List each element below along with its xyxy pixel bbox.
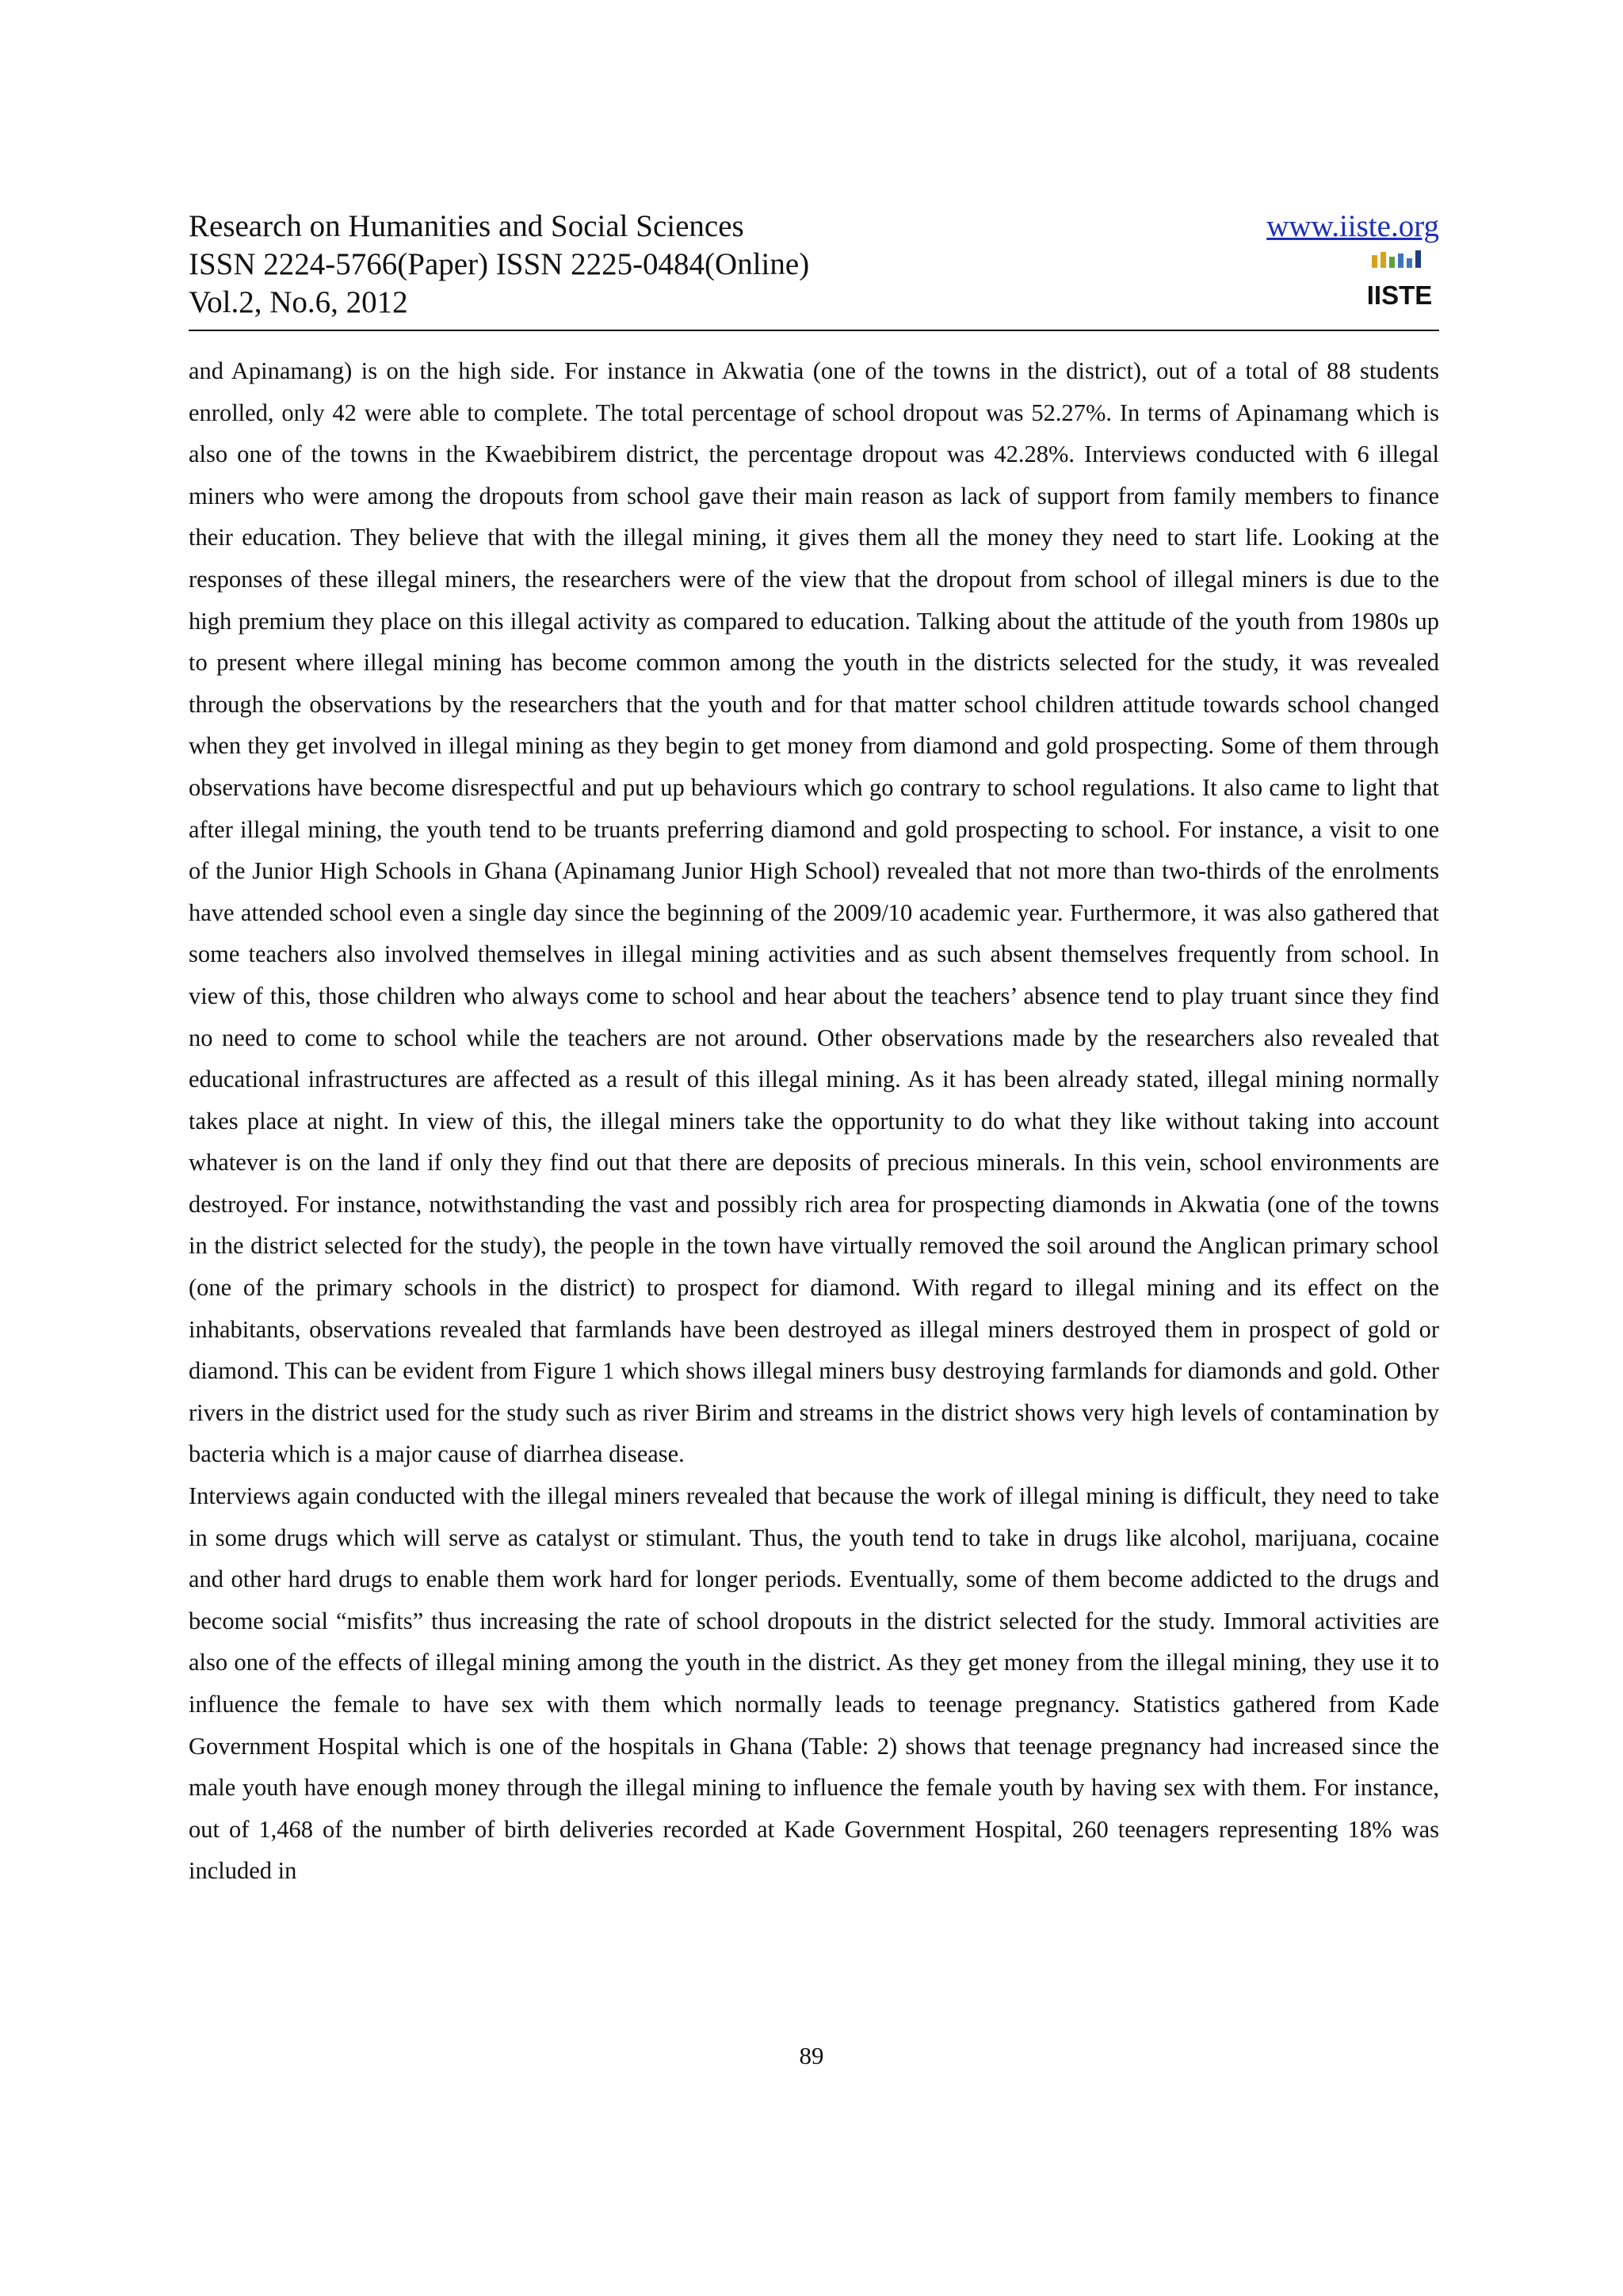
paragraph: Interviews again conducted with the illegal miners revealed that because the work of illegal mining is difficult, they need to take in some drugs which will serve as catalyst or stimulant. Thus, the youth tend to take in drugs like alcohol, marijuana, cocaine and other hard drugs to enable them work hard for longer periods. Eventually, some of them become addicted to the drugs and become social “misfits” thus increasing the rate of school dropouts in the district selected for the study. Immoral activities are also one of the effects of illegal mining among the youth in the district. As they get money from the illegal mining, they use it to influence the female to have sex with them which normally leads to teenage pregnancy. Statistics gathered from Kade Government Hospital which is one of the hospitals in Ghana (Table: 2) shows that teenage pregnancy had increased since the male youth have enough money through the illegal mining to influence the female youth by having sex with them. For instance, out of 1,468 of the number of birth deliveries recorded at Kade Government Hospital, 260 teenagers representing 18% was included in — [189, 1482, 1439, 1885]
paragraph: and Apinamang) is on the high side. For instance in Akwatia (one of the towns in the district), out of a total of 88 students enrolled, only 42 were able to complete. The total percentage of school dropout was 52.27%. In terms of Apinamang which is also one of the towns in the Kwaebibirem district, the percentage dropout was 42.28%. Interviews conducted with 6 illegal miners who were among the dropouts from school gave their main reason as lack of support from family members to finance their education. They believe that with the illegal mining, it gives them all the money they need to start life. Looking at the responses of these illegal miners, the researchers were of the view that the dropout from school of illegal miners is due to the high premium they place on this illegal activity as compared to education. Talking about the attitude of the youth from 1980s up to present where illegal mining has become common among the youth in the districts selected for the study, it was revealed through the observations by the researchers that the youth and for that matter school children attitude towards school changed when they get involved in illegal mining as they begin to get money from diamond and gold prospecting. Some of them through observations have become disrespectful and put up behaviours which go contrary to school regulations. It also came to light that after illegal mining, the youth tend to be truants preferring diamond and gold prospecting to school. For instance, a visit to one of the Junior High Schools in Ghana (Apinamang Junior High School) revealed that not more than two-thirds of the enrolments have attended school even a single day since the beginning of the 2009/10 academic year. Furthermore, it was also gathered that some teachers also involved themselves in illegal mining activities and as such absent themselves frequently from school. In view of this, those children who always come to school and hear about the teachers’ absence tend to play truant since they find no need to come to school while the teachers are not around. Other observations made by the researchers also revealed that educational infrastructures are affected as a result of this illegal mining. As it has been already stated, illegal mining normally takes place at night. In view of this, the illegal miners take the opportunity to do what they like without taking into account whatever is on the land if only they find out that there are deposits of precious minerals. In this vein, school environments are destroyed. For instance, notwithstanding the vast and possibly rich area for prospecting diamonds in Akwatia (one of the towns in the district selected for the study), the people in the town have virtually removed the soil around the Anglican primary school (one of the primary schools in the district) to prospect for diamond. With regard to illegal mining and its effect on the inhabitants, observations revealed that farmlands have been destroyed as illegal miners destroyed them in prospect of gold or diamond. This can be evident from Figure 1 which shows illegal miners busy destroying farmlands for diamonds and gold. Other rivers in the district used for the study such as river Birim and streams in the district shows very high levels of contamination by bacteria which is a major cause of diarrhea disease. — [189, 357, 1439, 1468]
issn-line: ISSN 2224-5766(Paper) ISSN 2225-0484(Online) — [189, 247, 810, 281]
journal-info — [189, 208, 809, 322]
journal-title: Research on Humanities and Social Sciences — [189, 209, 744, 243]
page-header — [189, 208, 1439, 331]
volume-line: Vol.2, No.6, 2012 — [189, 285, 408, 319]
website-link[interactable]: www.iiste.org — [1266, 209, 1439, 243]
svg-text:IISTE: IISTE — [1366, 280, 1433, 310]
article-body — [189, 350, 1439, 1892]
iiste-logo — [1366, 247, 1433, 314]
page-number: 89 — [799, 2042, 824, 2069]
